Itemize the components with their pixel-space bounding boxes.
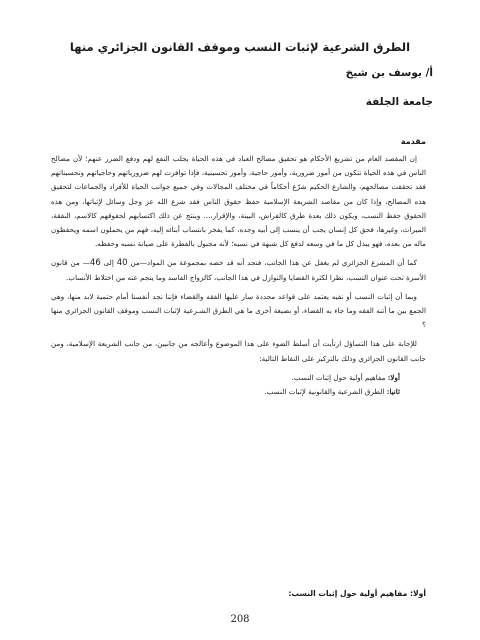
page-number: 208: [230, 614, 250, 625]
p2-text-b: إلى: [103, 258, 114, 268]
paper-title: الطرق الشرعية لإثبات النسب وموقف القانون الجزائري منها: [69, 40, 411, 54]
outline-item-2: [51, 385, 426, 399]
outline-item-1-text: مفاهيم أولية حول إثبات النسب.: [291, 372, 386, 382]
outline-item-1: [51, 371, 426, 385]
outline-item-1-label: أولا:: [387, 372, 400, 382]
p2-text-c: — من قانون الأسرة تحت عنوان النسب، نظرا لكثرة القضايا والنوازل في هذا الجانب، كالزواج الفاسد وما ينجم عنه من اختلاط الأنساب.: [51, 258, 426, 282]
outline-item-2-label: ثانيا:: [386, 387, 400, 397]
intro-heading: مقدمة: [400, 137, 426, 146]
p2-article-start: 40: [116, 258, 128, 269]
intro-paragraph-2: [51, 256, 426, 284]
author-name: أ/ يوسف بن شيخ: [345, 67, 433, 79]
outline-item-2-text: الطرق الشرعية والقانونية لإثبات النسب.: [264, 387, 385, 397]
p2-text-a: كما أن المشرع الجزائري لم يغفل عن هذا الجانب، فنجد أنه قد خصه بمجموعة من المواد—من: [130, 258, 418, 268]
p2-article-end: 46: [89, 258, 101, 269]
author-affiliation: جامعة الجلفة: [365, 96, 433, 108]
intro-paragraph-1: إن المقصد العام من تشريع الأحكام هو تحقيق مصالح العباد في هذه الحياة بجلب النفع لهم ودفع الضرر عنهم؛ لأن مصالح الناس في هذه الحياة تتكون من أمور ضرورية، وأمور حاجية، وأمور تحسينية، فإذا توافرت لهم ضرورياتهم وحاجياتهم وتحسيناتهم فقد تحققت مصالحهم، والشارع الحكيم شرّع أحكاماً في مختلف المجالات وفي جميع جوانب الحياة للأفراد والجماعات لتحقيق هذه المصالح، وإذا كان من مقاصد الشريعة الإسلامية حفظ حقوق الناس فقد شرع الله عز وجل وسائل لإثباتها، ومن هذه الحقوق حفظ النسب، ويكون ذلك بعدة طرق كالفراش، البينة، والإقرار،... وينتج عن ذلك اكتسابهم لحقوقهم كالاسم، النفقة، الميراث، وغيرها، فحق كل إنسان يجب أن ينسب إلى أبيه وجده، كما يفخر بانتساب أبنائه إليه، فهم من يحملون اسمه ويحفظون ماله من بعده، فهو يبذل كل ما في وسعه لدفع كل شبهة في نسبه؛ لأنه مجبول بالفطرة على صيانة نسبه وحفظه.: [51, 154, 426, 249]
intro-paragraph-4: للإجابة على هذا التساؤل ارتأيت أن أسلط الضوء على هذا الموضوع وأعالجه من جانبين، من جانب الشريعة الإسلامية، ومن جانب القانون الجزائري وذلك بالتركيز على النقاط التالية:: [51, 339, 426, 363]
intro-paragraph-3: وبما أن إثبات النسب أو نفيه يعتمد على قواعد محددة سار عليها الفقه والقضاء فإننا نجد أنفسنا أمام حتمية لابد منها، وهي الجمع بين ما أتنه الفقه وما جاء به القضاء، أو بصيغة أخرى ما هي الطرق الشـرعية لإثبات النسب وموقف القانون الجزائري منها ؟: [51, 291, 426, 330]
section-1-heading: أولا: مفاهيم أولية حول إثبات النسب:: [288, 589, 426, 598]
intro-body: [51, 152, 426, 399]
